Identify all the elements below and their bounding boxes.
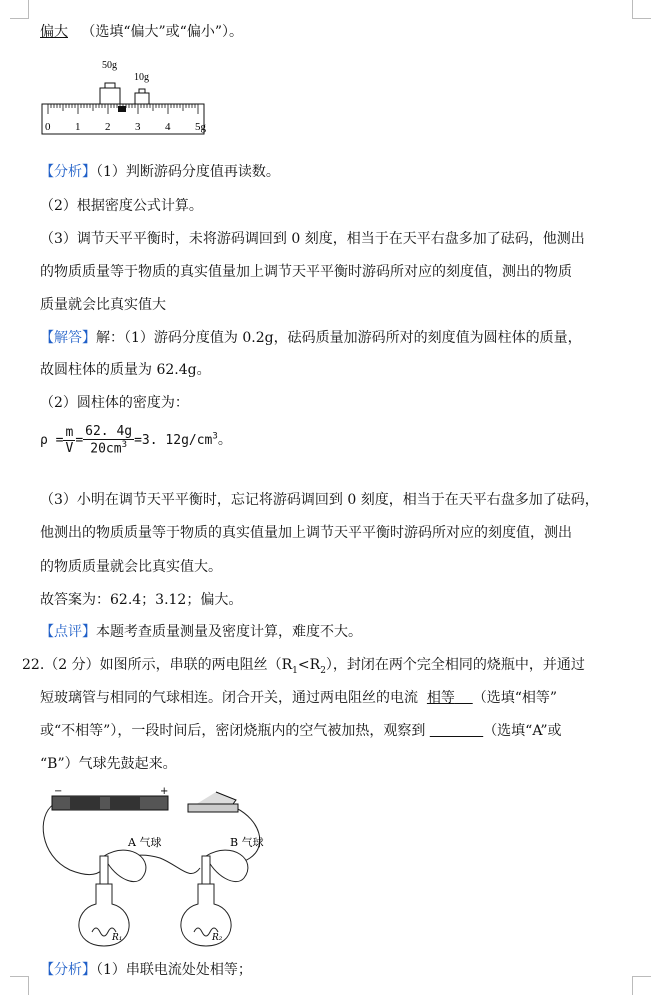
balloon-a <box>104 850 146 881</box>
ruler-tick-label: 5g <box>195 121 206 133</box>
analysis-tag: 【分析】 <box>40 962 96 978</box>
line-final-answer: 故答案为：62.4；3.12；偏大。 <box>40 592 243 608</box>
line-solution-4c: 的物质质量就会比真实值大。 <box>40 559 222 575</box>
fraction-m-over-v <box>63 425 75 456</box>
flask-b <box>181 884 231 946</box>
line-analysis-3a: （3）调节天平平衡时，未将游码调回到 0 刻度，相当于在天平右盘多加了砝码，他测出 <box>40 231 585 247</box>
line-solution-4a: （3）小明在调节天平平衡时，忘记将游码调回到 0 刻度，相当于在天平右盘多加了砝码， <box>40 492 599 508</box>
circuit-figure <box>40 786 280 950</box>
numerator: 62. 4g <box>85 424 133 439</box>
corner-mark-top-left <box>10 0 29 19</box>
weight-label-50g: 50g <box>102 60 117 71</box>
line-comment <box>40 622 362 642</box>
subscript: 2 <box>320 665 326 676</box>
question-22-line-2 <box>40 688 557 708</box>
formula-rho: ρ = <box>40 433 64 449</box>
ruler-tick-label: 1 <box>75 121 81 133</box>
denominator: 20cm <box>90 441 122 457</box>
denominator: V <box>65 440 74 456</box>
question-22-line-4: “B”）气球先鼓起来。 <box>40 756 177 772</box>
text: 解：（1）游码分度值为 0.2g，砝码质量加游码所对的刻度值为圆柱体的质量， <box>96 330 582 346</box>
line-analysis-1 <box>40 162 280 182</box>
ruler-tick-label: 2 <box>105 121 111 133</box>
text: （选填“偏大”或“偏小”）。 <box>81 24 243 40</box>
corner-mark-bottom-left <box>10 976 29 995</box>
weight-10g <box>135 93 149 104</box>
line-solution-4b: 他测出的物质质量等于物质的真实值量加上调节天平平衡时游码所对应的刻度值，测出 <box>40 525 572 541</box>
resistor-r2-label: R₂ <box>212 933 223 943</box>
balloon-b <box>206 850 248 881</box>
text: ），封闭在两个完全相同的烧瓶中，并通过 <box>325 657 585 673</box>
numerator: m <box>65 424 74 440</box>
superscript: 3 <box>121 440 127 450</box>
question-22-line-3 <box>40 721 562 741</box>
text: （选填“A”或 <box>483 723 562 739</box>
line-analysis-2: （2）根据密度公式计算。 <box>40 198 203 214</box>
corner-mark-bottom-right <box>632 976 651 995</box>
text: （1）串联电流处处相等； <box>96 962 252 978</box>
line-analysis-3c: 质量就会比真实值大 <box>40 297 166 313</box>
density-formula: ρ = $\frac{m}{V}$ = $\frac{62. 4g}{20cm^3}$ =3. $12g/cm^3$。 <box>40 424 232 457</box>
line-analysis-3b: 的物质质量等于物质的真实值量加上调节天平平衡时游码所对应的刻度值，测出的物质 <box>40 264 572 280</box>
text: 。 <box>217 432 232 449</box>
line-answer-previous <box>40 22 243 42</box>
subscript: 1 <box>292 665 298 676</box>
empty-blank <box>430 723 483 739</box>
analysis-tag: 【分析】 <box>40 164 96 180</box>
fraction-values <box>83 424 134 456</box>
text: 本题考查质量测量及密度计算，难度不大。 <box>96 624 362 640</box>
solution-tag: 【解答】 <box>40 330 96 346</box>
formula-result: =3. 12g/cm <box>134 433 213 449</box>
text: 22.（2 分）如图所示，串联的两电阻丝（R <box>22 657 293 673</box>
text: 短玻璃管与相同的气球相连。闭合开关，通过两电阻丝的电流 <box>40 690 418 706</box>
ruler-tick-label: 4 <box>165 121 171 133</box>
text: （1）判断游码分度值再读数。 <box>96 164 280 180</box>
line-solution-1 <box>40 328 582 348</box>
comment-tag: 【点评】 <box>40 624 96 640</box>
text: 或“不相等”），一段时间后，密闭烧瓶内的空气被加热，观察到 <box>40 723 426 739</box>
ruler-tick-label: 0 <box>45 121 51 133</box>
text: <R <box>297 657 321 673</box>
balloon-a-label: A 气球 <box>128 836 162 849</box>
battery-minus: − <box>54 786 63 797</box>
text: （选填“相等” <box>472 690 558 706</box>
corner-mark-top-right <box>632 0 651 19</box>
line-analysis-next <box>40 960 252 980</box>
rider <box>118 106 126 112</box>
answer-blank: 偏大 <box>40 24 68 40</box>
weight-50g <box>100 88 120 104</box>
question-22-line-1 <box>22 655 585 681</box>
balloon-b-label: B 气球 <box>230 836 264 849</box>
balance-scale-figure <box>40 58 210 140</box>
answer-blank: 相等 <box>426 690 455 706</box>
line-solution-2: 故圆柱体的质量为 62.4g。 <box>40 362 211 378</box>
wire <box>43 804 102 875</box>
resistor-r1-label: R₁ <box>112 933 123 943</box>
superscript: 3 <box>212 431 218 442</box>
weight-label-10g: 10g <box>134 72 149 83</box>
line-solution-3: （2）圆柱体的密度为： <box>40 395 189 411</box>
battery-plus: + <box>160 786 169 797</box>
ruler-tick-label: 3 <box>135 121 141 133</box>
